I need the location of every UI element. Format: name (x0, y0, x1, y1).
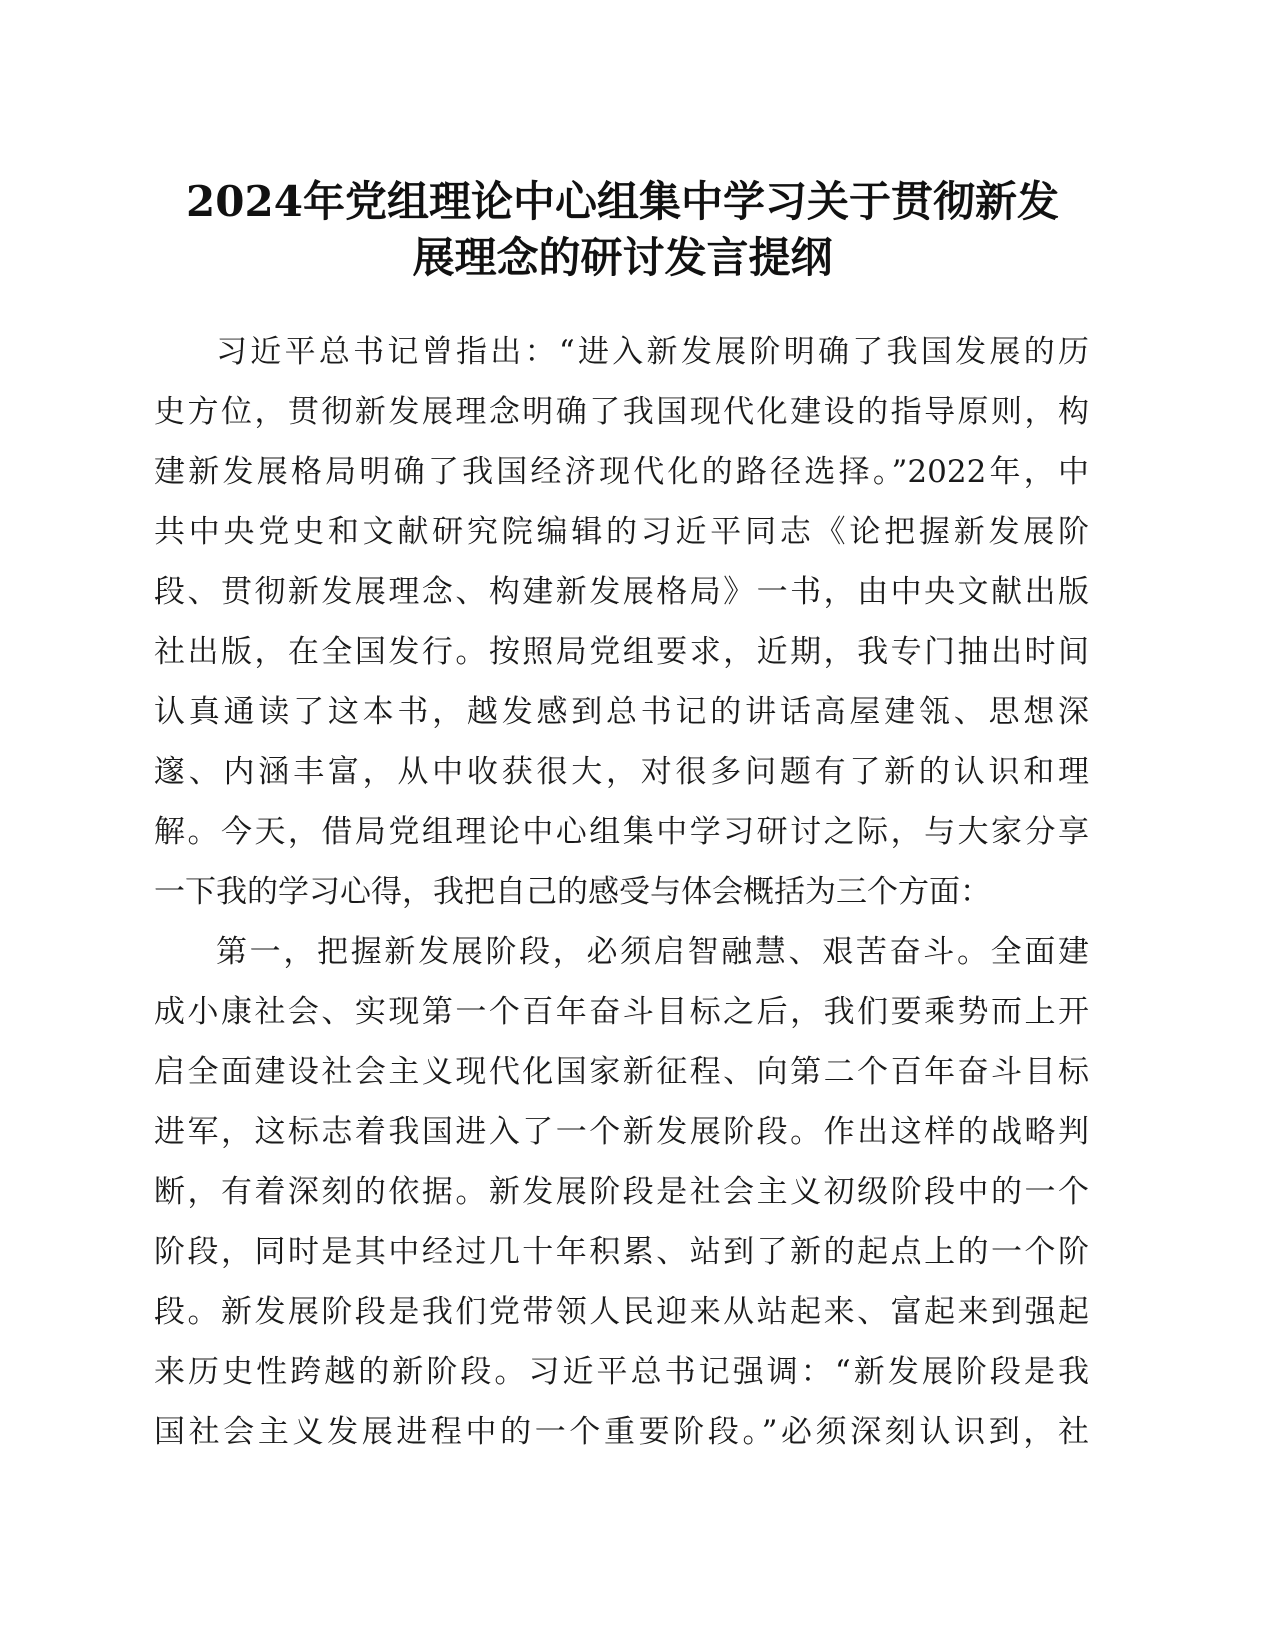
document-title (150, 174, 1095, 286)
text-line: 解。今天，借局党组理论中心组集中学习研讨之际，与大家分享 (154, 814, 1089, 850)
text-line: 段。新发展阶段是我们党带领人民迎来从站起来、富起来到强起 (154, 1294, 1089, 1330)
text-line: 邃、内涵丰富，从中收获很大，对很多问题有了新的认识和理 (154, 754, 1089, 790)
text-line: 一下我的学习心得，我把自己的感受与体会概括为三个方面： (154, 874, 991, 910)
title-line: 展理念的研讨发言提纲 (412, 233, 833, 282)
paragraph-intro (154, 322, 1089, 922)
text-line: 进军，这标志着我国进入了一个新发展阶段。作出这样的战略判 (154, 1114, 1089, 1150)
paragraph-first-point (154, 922, 1089, 1462)
text-line: 习近平总书记曾指出：“进入新发展阶明确了我国发展的历 (216, 334, 1089, 370)
text-line: 第一，把握新发展阶段，必须启智融慧、艰苦奋斗。全面建 (216, 934, 1089, 970)
text-line: 建新发展格局明确了我国经济现代化的路径选择。”2022年，中 (154, 454, 1089, 490)
text-line: 社出版，在全国发行。按照局党组要求，近期，我专门抽出时间 (154, 634, 1089, 670)
text-line: 启全面建设社会主义现代化国家新征程、向第二个百年奋斗目标 (154, 1054, 1089, 1090)
text-line: 断，有着深刻的依据。新发展阶段是社会主义初级阶段中的一个 (154, 1174, 1089, 1210)
text-line: 史方位，贯彻新发展理念明确了我国现代化建设的指导原则，构 (154, 394, 1089, 430)
text-line: 来历史性跨越的新阶段。习近平总书记强调：“新发展阶段是我 (154, 1354, 1089, 1390)
title-line: 2024年党组理论中心组集中学习关于贯彻新发 (186, 177, 1059, 226)
text-line: 国社会主义发展进程中的一个重要阶段。”必须深刻认识到，社 (154, 1414, 1089, 1450)
text-line: 共中央党史和文献研究院编辑的习近平同志《论把握新发展阶 (154, 514, 1089, 550)
text-line: 认真通读了这本书，越发感到总书记的讲话高屋建瓴、思想深 (154, 694, 1089, 730)
text-line: 段、贯彻新发展理念、构建新发展格局》一书，由中央文献出版 (154, 574, 1089, 610)
document-body (154, 322, 1089, 1462)
text-line: 成小康社会、实现第一个百年奋斗目标之后，我们要乘势而上开 (154, 994, 1089, 1030)
text-line: 阶段，同时是其中经过几十年积累、站到了新的起点上的一个阶 (154, 1234, 1089, 1270)
